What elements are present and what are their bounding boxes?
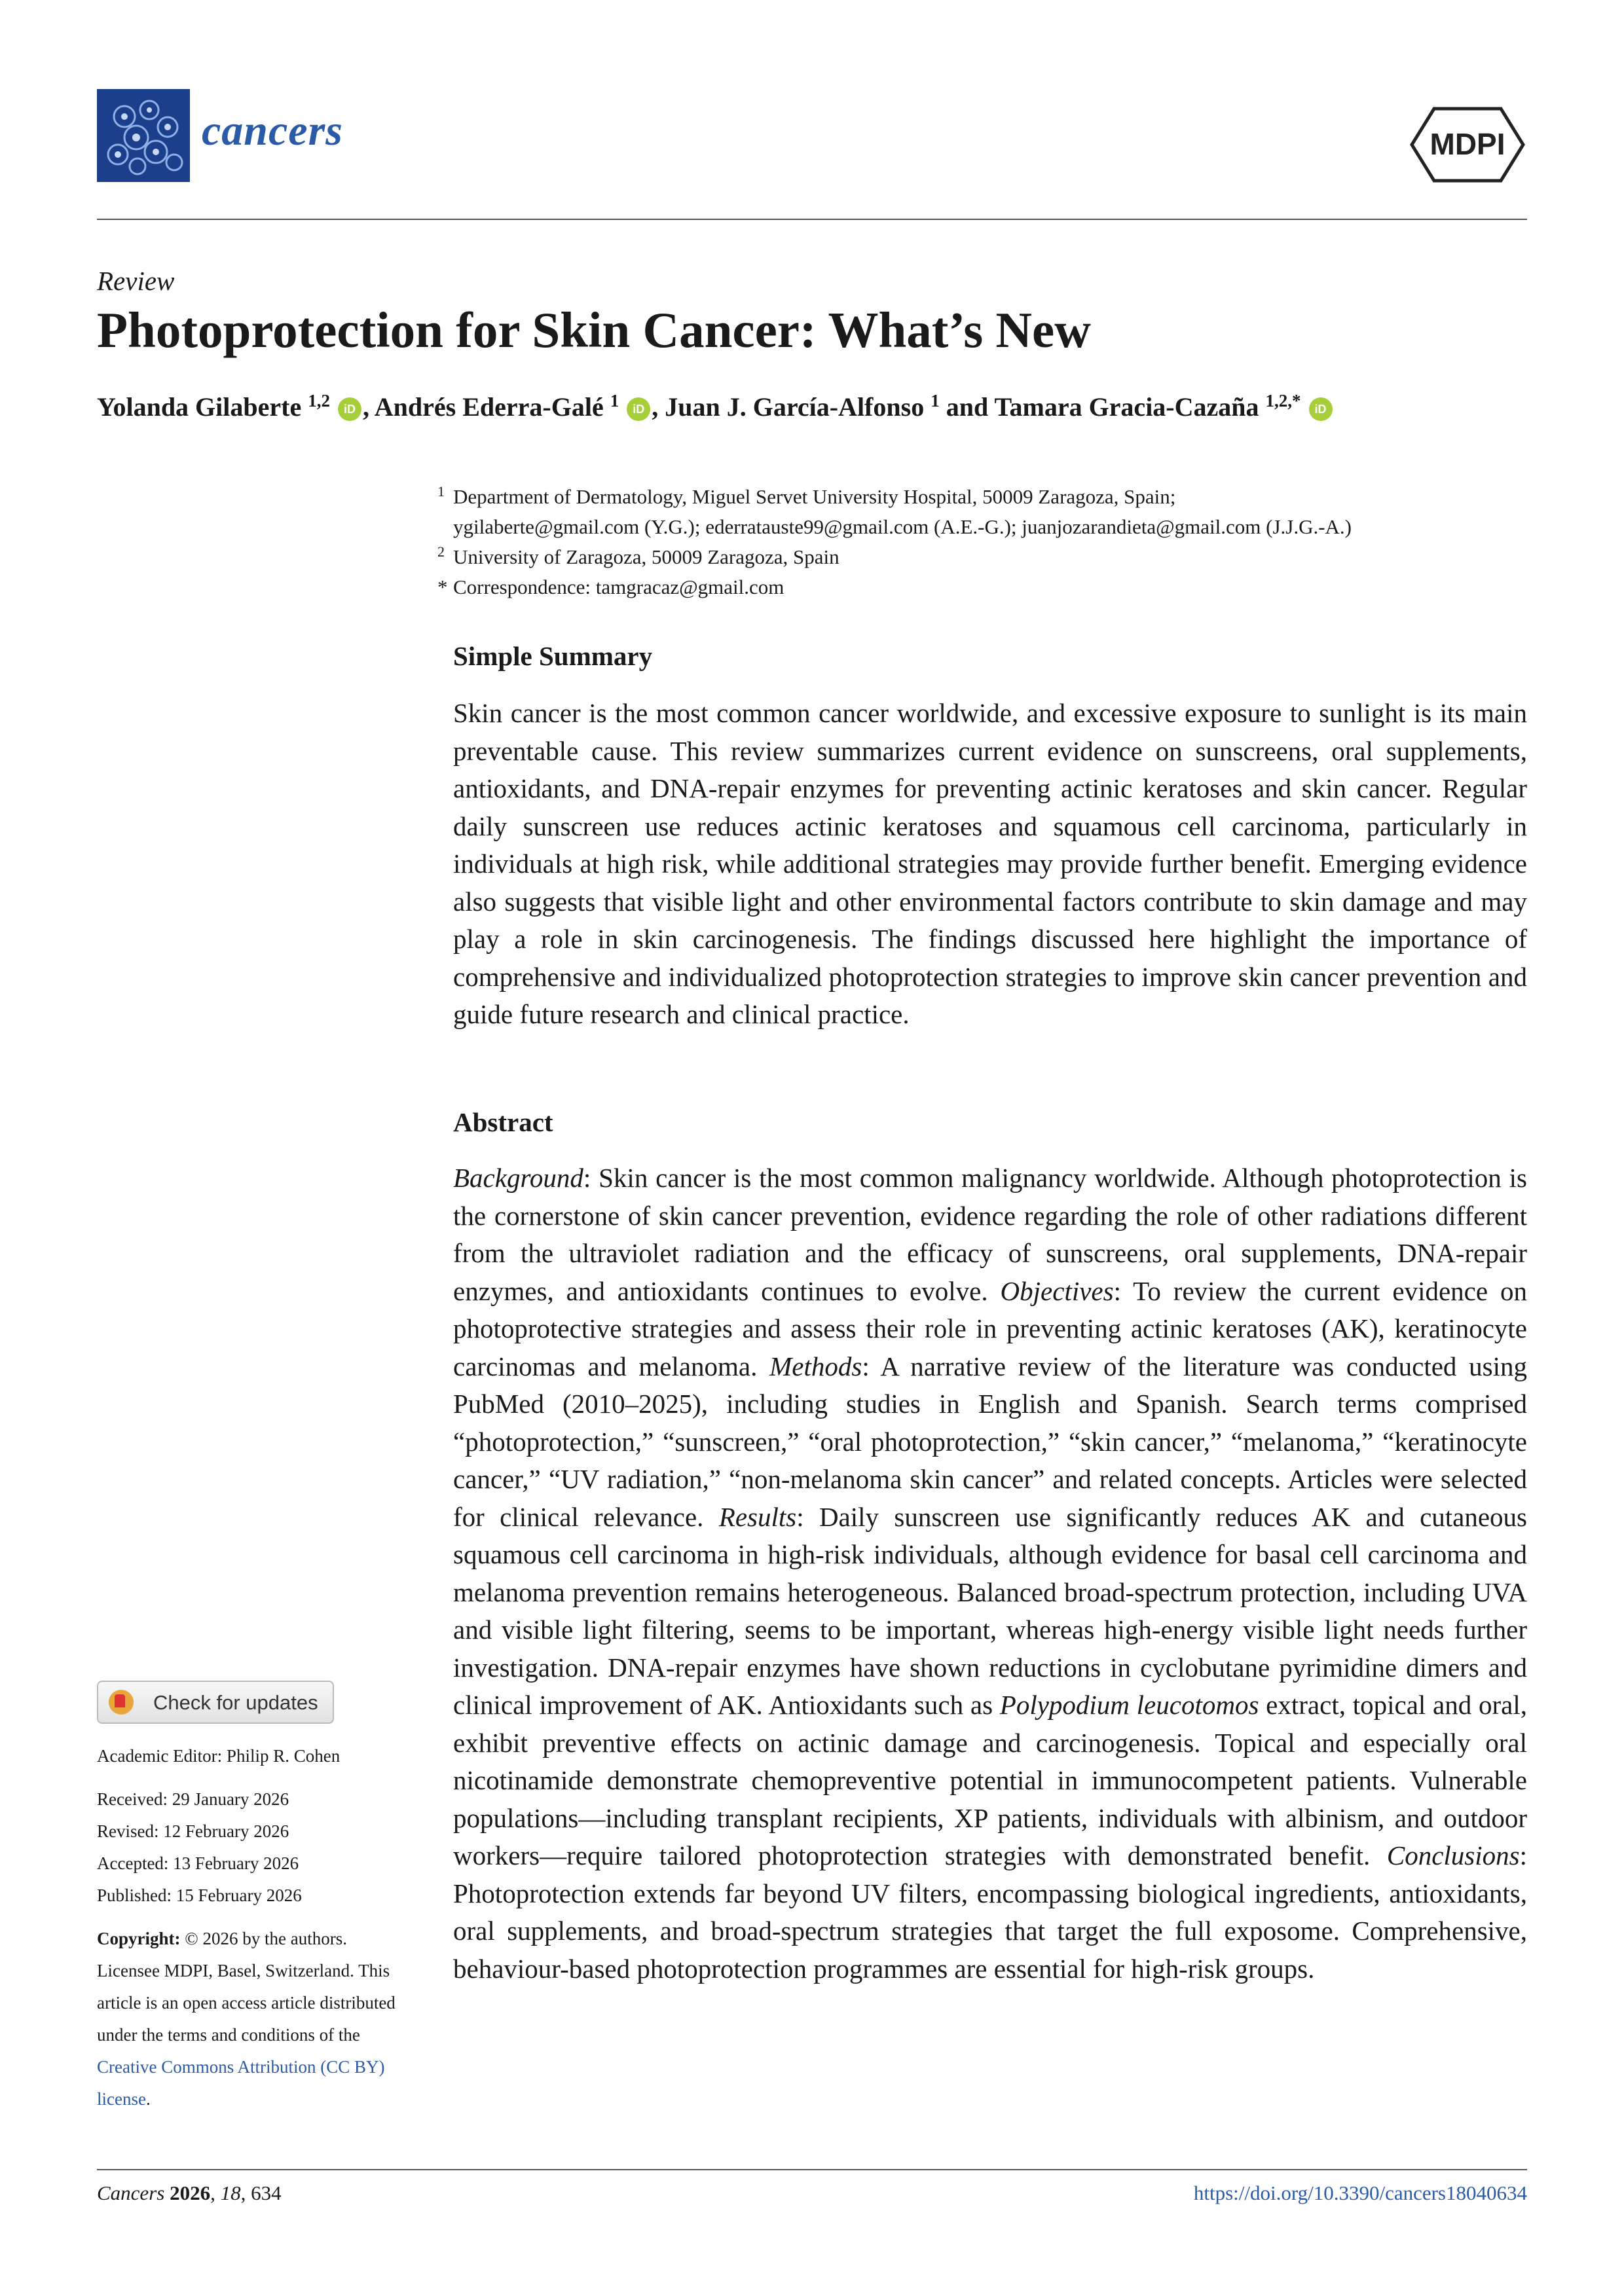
check-for-updates-button[interactable] xyxy=(97,1681,334,1724)
affiliation-text: Department of Dermatology, Miguel Servet University Hospital, 50009 Zaragoza, Spain; xyxy=(453,485,1176,508)
author-list xyxy=(97,391,1334,422)
abstract-label-objectives: Objectives xyxy=(1000,1275,1114,1306)
simple-summary-text: Skin cancer is the most common cancer worldwide, and excessive exposure to sunlight is its main preventable cause. This review summarizes current evidence on sunscreens, oral supplements, antioxidants, and DNA-repair enzymes for preventing actinic keratoses and skin cancer. Regular daily sunscreen use reduces actinic keratoses and squamous cell carcinoma, particularly in individuals at high risk, while additional strategies may provide further benefit. Emerging evidence also suggests that visible light and other environmental factors contribute to skin damage and may play a role in skin carcinogenesis. The findings discussed here highlight the importance of comprehensive and individualized photoprotection strategies to improve skin cancer prevention and guide future research and clinical practice. xyxy=(453,698,1527,1029)
abstract-background: : Skin cancer is the most common malignancy worldwide. Although photoprotection is the cornerstone of skin cancer prevention, evidence regarding the role of other radiations different from the ultraviolet radiation and the efficacy of sunscreens, oral supplements, DNA-repair enzymes, and antioxidants continues to evolve. xyxy=(453,1163,1527,1306)
header-divider xyxy=(97,219,1527,220)
date-published: Published: 15 February 2026 xyxy=(97,1886,302,1905)
copyright-label: Copyright: xyxy=(97,1929,181,1948)
footer-divider xyxy=(97,2169,1527,2170)
abstract-label-results: Results xyxy=(718,1501,797,1532)
copyright-text: © 2026 by the authors. Licensee MDPI, Basel, Switzerland. This article is an open access article distributed under the terms and conditions of the xyxy=(97,1929,396,2045)
abstract-label-background: Background xyxy=(453,1163,583,1193)
author-separator: , xyxy=(652,392,665,422)
affiliation-marker: * xyxy=(437,575,448,598)
affiliation-marker: 1 xyxy=(437,483,445,500)
author-affiliation-marker: 1 xyxy=(610,391,619,410)
journal-name[interactable]: cancers xyxy=(202,107,343,155)
academic-editor: Academic Editor: Philip R. Cohen xyxy=(97,1746,341,1766)
orcid-icon[interactable]: iD xyxy=(338,397,361,421)
doi-link[interactable]: https://doi.org/10.3390/cancers18040634 xyxy=(1193,2181,1527,2204)
abstract-text xyxy=(453,1159,1527,1988)
footer-year: 2026 xyxy=(170,2181,211,2204)
abstract-label-conclusions: Conclusions xyxy=(1386,1840,1520,1870)
mdpi-logo[interactable] xyxy=(1409,106,1526,183)
author-name[interactable]: Tamara Gracia-Cazaña xyxy=(994,392,1259,422)
license-link[interactable]: Creative Commons Attribution (CC BY) license xyxy=(97,2057,385,2109)
abstract-methods: : A narrative review of the literature was conducted using PubMed (2010–2025), including studies in English and Spanish. Search terms comprised “photoprotection,” “sunscreen,” “oral photoprotection,” “skin cancer,” “melanoma,” “keratinocyte cancer,” “UV radiation,” “non-melanoma skin cancer” and related concepts. Articles were selected for clinical relevance. xyxy=(453,1351,1527,1532)
author-name[interactable]: Juan J. García-Alfonso xyxy=(665,392,925,422)
abstract-label-methods: Methods xyxy=(769,1351,862,1381)
article-type: Review xyxy=(97,266,175,296)
article-title: Photoprotection for Skin Cancer: What’s New xyxy=(97,302,1091,358)
abstract-results: : Daily sunscreen use significantly reduces AK and cutaneous squamous cell carcinoma in high-risk individuals, although evidence for basal cell carcinoma and melanoma prevention remains heterogeneous. Balanced broad-spectrum protection, including UVA and visible light filtering, seems to be important, whereas high-energy visible light needs further investigation. DNA-repair enzymes have shown reductions in cyclobutane pyrimidine dimers and clinical improvement of AK. Antioxidants such as xyxy=(453,1501,1528,1720)
correspondence-text: Correspondence: tamgracaz@gmail.com xyxy=(453,575,784,598)
correspondence xyxy=(437,572,784,602)
affiliation-1 xyxy=(437,482,1352,542)
date-received: Received: 29 January 2026 xyxy=(97,1789,289,1809)
footer-journal: Cancers xyxy=(97,2181,165,2204)
affiliation-2 xyxy=(437,542,840,572)
footer-volume: 18 xyxy=(220,2181,241,2204)
abstract-results-cont: extract, topical and oral, exhibit preventive effects on actinic damage and carcinogenesis. Topical and especially oral nicotinamide demonstrate chemopreventive potential in immunocompetent patients. Vulnerable populations—including transplant recipients, XP patients, individuals with albinism, and outdoor workers—require tailored photoprotection strategies with demonstrated benefit. xyxy=(453,1690,1527,1870)
orcid-icon[interactable]: iD xyxy=(627,397,650,421)
author-affiliation-marker: 1,2 xyxy=(308,391,330,410)
footer-citation: Cancers 2026, 18, 634 xyxy=(97,2181,282,2204)
abstract-conclusions: : Photoprotection extends far beyond UV filters, encompassing biological ingredients, antioxidants, oral supplements, and broad-spectrum strategies that target the full exposome. Comprehensive, behaviour-based photoprotection programmes are essential for high-risk groups. xyxy=(453,1840,1527,1984)
author-name[interactable]: Andrés Ederra-Galé xyxy=(374,392,604,422)
simple-summary-heading: Simple Summary xyxy=(453,641,653,671)
date-accepted: Accepted: 13 February 2026 xyxy=(97,1853,299,1873)
abstract-heading: Abstract xyxy=(453,1107,553,1137)
author-name[interactable]: Yolanda Gilaberte xyxy=(97,392,302,422)
journal-logo-icon xyxy=(97,89,190,182)
affiliation-marker: 2 xyxy=(437,543,445,560)
author-affiliation-marker: 1,2,* xyxy=(1265,391,1301,410)
date-revised: Revised: 12 February 2026 xyxy=(97,1821,289,1841)
abstract-species-name: Polypodium leucotomos xyxy=(999,1690,1259,1720)
copyright-notice xyxy=(97,1923,405,2115)
check-updates-icon xyxy=(109,1690,134,1715)
affiliation-text: University of Zaragoza, 50009 Zaragoza, Spain xyxy=(453,545,840,568)
author-affiliation-marker: 1 xyxy=(931,391,940,410)
check-updates-label: Check for updates xyxy=(153,1691,318,1714)
author-separator: and xyxy=(939,392,995,422)
footer-page: 634 xyxy=(251,2181,282,2204)
affiliation-emails: ygilaberte@gmail.com (Y.G.); ederratauste99@gmail.com (A.E.-G.); juanjozarandieta@gmail.com (J.J.G.-A.) xyxy=(453,515,1352,538)
orcid-icon[interactable]: iD xyxy=(1309,397,1333,421)
abstract-objectives: : To review the current evidence on photoprotective strategies and assess their role in preventing actinic keratoses (AK), keratinocyte carcinomas and melanoma. xyxy=(453,1275,1527,1381)
copyright-end: . xyxy=(145,2089,151,2109)
mdpi-logo-text: MDPI xyxy=(1430,127,1505,161)
author-separator: , xyxy=(362,392,375,422)
